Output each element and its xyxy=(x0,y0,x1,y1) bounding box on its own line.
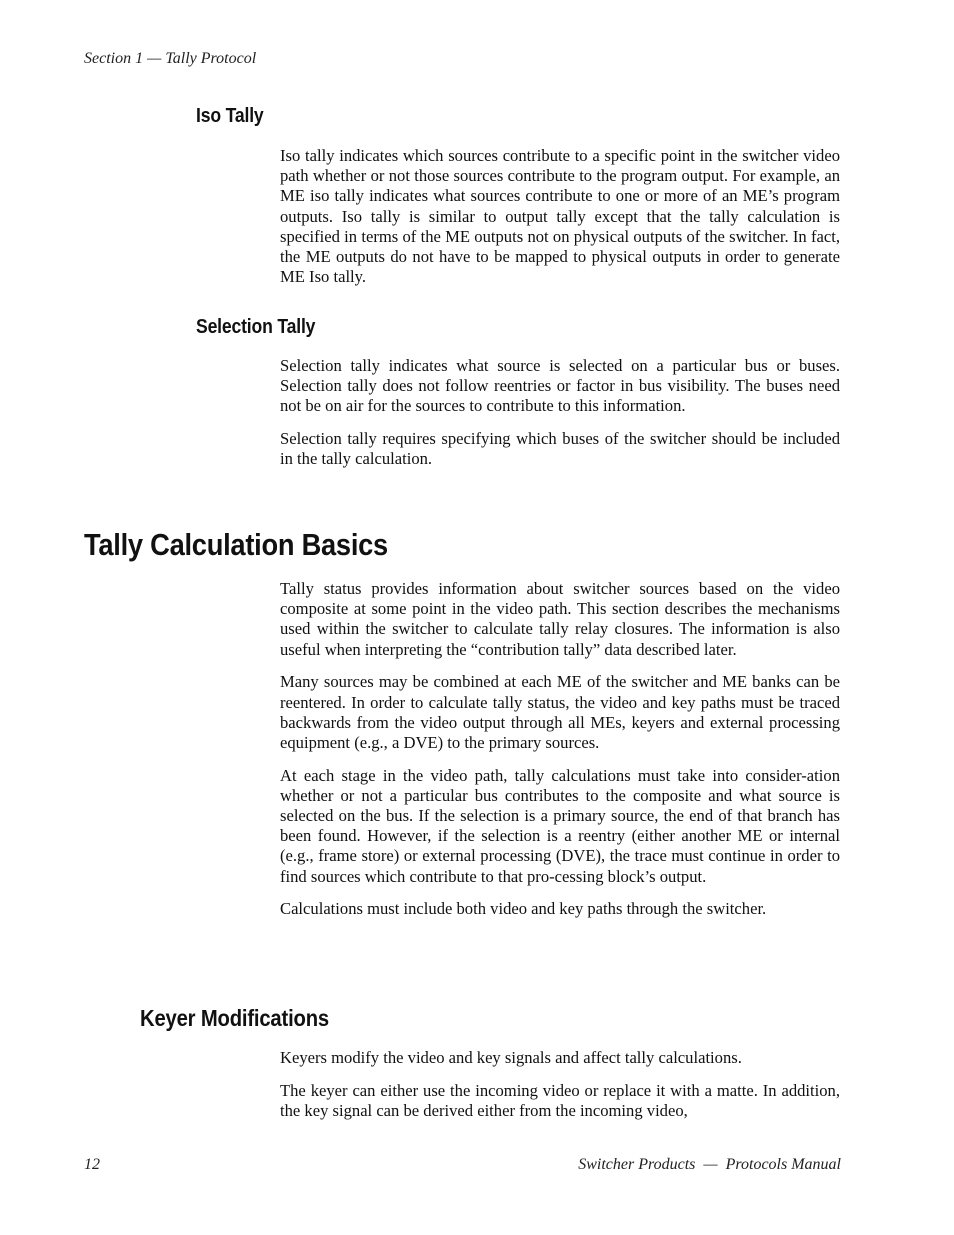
page-number: 12 xyxy=(84,1156,100,1173)
heading-tally-calculation-basics: Tally Calculation Basics xyxy=(84,527,388,562)
tally-calculation-basics-body xyxy=(280,579,840,920)
heading-iso-tally: Iso Tally xyxy=(196,105,264,127)
heading-selection-tally: Selection Tally xyxy=(196,316,316,338)
paragraph: The keyer can either use the incoming video or replace it with a matte. In addition, the key signal can be derived either from the incoming video, xyxy=(280,1080,840,1120)
paragraph: At each stage in the video path, tally calculations must take into consider-ation whether or not a particular bus contributes to the composite and what source is selected on the bus. If the selection is a primary source, the end of that branch has been found. However, if the selection is a reentry (either another ME or internal (e.g., frame store) or external processing (DVE), the trace must continue in order to find sources which contribute to that pro-cessing block’s output. xyxy=(280,765,840,886)
iso-tally-body xyxy=(280,146,840,287)
paragraph: Many sources may be combined at each ME of the switcher and ME banks can be reentered. In order to calculate tally status, the video and key paths must be traced backwards from the video output through all MEs, keyers and external processing equipment (e.g., a DVE) to the primary sources. xyxy=(280,672,840,752)
heading-keyer-modifications: Keyer Modifications xyxy=(140,1005,329,1031)
running-head: Section 1 — Tally Protocol xyxy=(84,50,257,67)
paragraph: Keyers modify the video and key signals and affect tally calculations. xyxy=(280,1048,742,1067)
paragraph: Iso tally indicates which sources contribute to a specific point in the switcher video path whether or not those sources contribute to the program output. For example, an ME iso tally indicates what sources contribute to one or more of an ME’s program outputs. Iso tally is similar to output tally except that the tally calculation is specified in terms of the ME outputs not on physical outputs of the switcher. In fact, the ME outputs do not have to be mapped to physical outputs in order to generate ME Iso tally. xyxy=(280,146,840,287)
footer-title: Switcher Products — Protocols Manual xyxy=(578,1156,841,1173)
keyer-modifications-body xyxy=(280,1048,840,1121)
selection-tally-body xyxy=(280,356,840,470)
paragraph: Tally status provides information about switcher sources based on the video composite at some point in the video path. This section describes the mechanisms used within the switcher to calculate tally relay closures. The information is also useful when interpreting the “contribution tally” data described later. xyxy=(280,579,840,659)
paragraph: Selection tally requires specifying which buses of the switcher should be included in the tally calculation. xyxy=(280,429,840,469)
paragraph: Calculations must include both video and key paths through the switcher. xyxy=(280,899,767,919)
paragraph: Selection tally indicates what source is selected on a particular bus or buses. Selection tally does not follow reentries or factor in bus visibility. The buses need not be on air for the sources to contribute to this information. xyxy=(280,356,840,416)
